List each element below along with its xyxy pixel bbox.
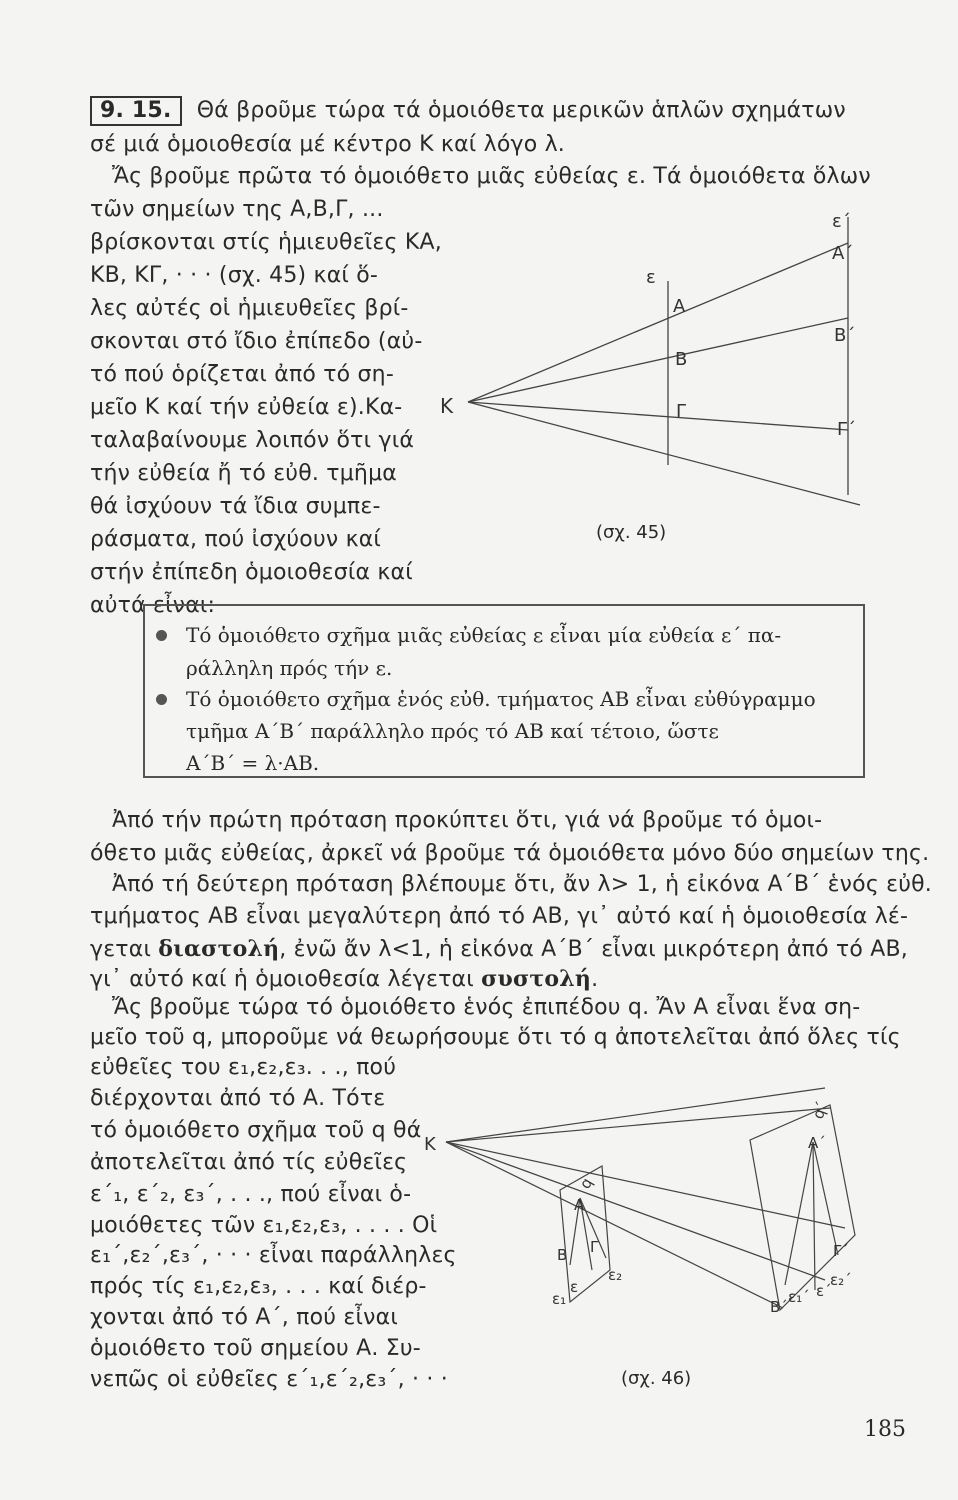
text-line: ΚΒ, ΚΓ, · · · (σχ. 45) καί ὅ- <box>90 263 379 288</box>
text-line: ε΄₁, ε΄₂, ε₃΄, . . ., πού εἶναι ὁ- <box>90 1182 412 1207</box>
page-number: 185 <box>864 1417 906 1442</box>
box-item-2-line: τμῆμα Α΄Β΄ παράλληλο πρός τό ΑΒ καί τέτοιο, ὥστε <box>186 719 719 743</box>
text-line: στήν ἐπίπεδη ὁμοιοθεσία καί <box>90 560 413 585</box>
label-G-prime: Γ΄ <box>833 1242 849 1260</box>
box-item-2-line: Τό ὁμοιόθετο σχῆμα ἑνός εὐθ. τμήματος ΑΒ εἶναι εὐθύγραμμο <box>186 687 816 711</box>
label-B-prime: Β΄ <box>770 1298 788 1316</box>
ray-to-A-prime <box>446 1088 825 1142</box>
label-B-prime: Β΄ <box>834 325 856 346</box>
text-line: σκονται στό ἴδιο ἐπίπεδο (αὐ- <box>90 329 423 354</box>
figure-46-caption: (σχ. 46) <box>621 1368 692 1389</box>
figure-45 <box>440 195 870 525</box>
text-line: ε₁΄,ε₂΄,ε₃΄, · · · εἶναι παράλληλες <box>90 1243 457 1268</box>
text-line: νεπῶς οἱ εὐθεῖες ε΄₁,ε΄₂,ε₃΄, · · · <box>90 1367 448 1392</box>
text-run: γι᾽ αὐτό καί ἡ ὁμοιοθεσία λέγεται <box>90 967 482 992</box>
ray-KA-prime <box>468 243 848 402</box>
text-line: μεῖο τοῦ q, μποροῦμε νά θεωρήσουμε ὅτι τό q ἀποτελεῖται ἀπό ὅλες τίς <box>90 1025 901 1050</box>
text-line: ἀποτελεῖται ἀπό τίς εὐθεῖες <box>90 1150 408 1175</box>
box-item-1-line: ράλληλη πρός τήν ε. <box>186 656 393 680</box>
text-line-with-bold <box>90 934 908 965</box>
text-line: Ἀπό τήν πρώτη πρόταση προκύπτει ὅτι, γιά νά βροῦμε τό ὁμοι- <box>112 808 823 833</box>
text-line-with-bold <box>90 964 598 995</box>
ray-KG-prime <box>468 402 848 430</box>
term-diastoli: διαστολή <box>158 936 280 962</box>
label-G-prime: Γ΄ <box>837 419 857 440</box>
text-line: μεῖο Κ καί τήν εὐθεία ε).Κα- <box>90 395 403 420</box>
text-line: Ἀπό τή δεύτερη πρόταση βλέπουμε ὅτι, ἄν λ> 1, ἡ εἰκόνα Α΄Β΄ ἑνός εὐθ. <box>112 872 933 897</box>
text-line: ράσματα, πού ἰσχύουν καί <box>90 527 382 552</box>
text-line: μοιόθετες τῶν ε₁,ε₂,ε₃, . . . . Οἱ <box>90 1213 438 1238</box>
text-line: θά ἰσχύουν τά ἴδια συμπε- <box>90 494 381 519</box>
text-line: ταλαβαίνουμε λοιπόν ὅτι γιά <box>90 428 415 453</box>
label-q-prime: q΄ <box>808 1099 832 1122</box>
label-B: Β <box>675 349 688 370</box>
ray-KB-prime <box>468 318 848 402</box>
text-run: , ἐνῶ ἄν λ<1, ἡ εἰκόνα Α΄Β΄ εἶναι μικρότερη ἀπό τό ΑΒ, <box>279 937 908 962</box>
label-e1-prime: ε₁΄ <box>788 1288 810 1306</box>
text-line: ὁμοιόθετο τοῦ σημείου Α. Συ- <box>90 1336 421 1361</box>
section-number: 9. 15. <box>90 96 182 126</box>
text-line: τό ὁμοιόθετο σχῆμα τοῦ q θά <box>90 1118 422 1143</box>
ray-lower <box>468 402 860 505</box>
text-line: σέ μιά ὁμοιοθεσία μέ κέντρο Κ καί λόγο λ. <box>90 132 566 157</box>
text-line: Ἄς βροῦμε πρῶτα τό ὁμοιόθετο μιᾶς εὐθείας ε. Τά ὁμοιόθετα ὅλων <box>112 164 871 189</box>
text-line: λες αὐτές οἱ ἡμιευθεῖες βρί- <box>90 296 409 321</box>
label-B: Β <box>557 1246 568 1264</box>
text-line: εὐθεῖες του ε₁,ε₂,ε₃. . ., πού <box>90 1055 397 1080</box>
label-e-prime: ε΄ <box>816 1282 832 1300</box>
text-line: Θά βροῦμε τώρα τά ὁμοιόθετα μερικῶν ἁπλῶν σχημάτων <box>196 98 846 123</box>
box-item-2-line: Α΄Β΄ = λ·ΑΒ. <box>186 751 320 775</box>
ray-mid-upper <box>446 1108 830 1142</box>
section-heading-line <box>90 96 846 126</box>
text-line: αὐτά εἶναι: <box>90 593 216 618</box>
text-line: τήν εὐθεία ἤ τό εὐθ. τμῆμα <box>90 461 397 486</box>
label-K: Κ <box>440 394 454 418</box>
text-line: πρός τίς ε₁,ε₂,ε₃, . . . καί διέρ- <box>90 1274 427 1299</box>
text-line: τῶν σημείων της Α,Β,Γ, ... <box>90 197 384 222</box>
text-run: γεται <box>90 937 159 962</box>
text-line: βρίσκονται στίς ἡμιευθεῖες ΚΑ, <box>90 230 442 255</box>
label-K: Κ <box>424 1134 436 1155</box>
text-run: . <box>591 967 599 992</box>
line-e-prime <box>785 1142 813 1285</box>
label-G: Γ <box>676 401 687 422</box>
line-e2-prime <box>813 1142 838 1255</box>
label-e: ε <box>646 267 656 288</box>
label-e2: ε₂ <box>608 1266 623 1284</box>
text-line: διέρχονται ἀπό τό Α. Τότε <box>90 1086 386 1111</box>
text-line: χονται ἀπό τό Α΄, πού εἶναι <box>90 1305 398 1330</box>
label-e2-prime: ε₂΄ <box>830 1271 852 1289</box>
text-line: όθετο μιᾶς εὐθείας, ἀρκεῖ νά βροῦμε τά ὁμοιόθετα μόνο δύο σημείων της. <box>90 841 930 866</box>
bullet-icon <box>156 630 167 641</box>
bullet-icon <box>156 694 167 705</box>
text-line: τμήματος ΑΒ εἶναι μεγαλύτερη ἀπό τό ΑΒ, γι᾽ αὐτό καί ἡ ὁμοιοθεσία λέ- <box>90 904 909 929</box>
label-A-prime: Α΄ <box>832 243 854 264</box>
label-A-prime: Α΄ <box>808 1134 826 1152</box>
label-G: Γ <box>590 1238 599 1256</box>
box-item-1-line: Τό ὁμοιόθετο σχῆμα μιᾶς εὐθείας ε εἶναι μία εὐθεία ε΄ πα- <box>186 623 782 647</box>
label-e: ε <box>570 1278 579 1296</box>
label-q: q <box>575 1174 597 1192</box>
text-line: τό πού ὁρίζεται ἀπό τό ση- <box>90 362 394 387</box>
figure-46 <box>420 1080 880 1350</box>
term-systoli: συστολή <box>481 966 592 992</box>
figure-45-caption: (σχ. 45) <box>596 522 667 543</box>
label-A: Α <box>673 296 686 317</box>
line-e1-prime <box>813 1142 815 1290</box>
label-e-prime: ε΄ <box>832 211 851 232</box>
text-line: Ἄς βροῦμε τώρα τό ὁμοιόθετο ἑνός ἐπιπέδου q. Ἄν Α εἶναι ἕνα ση- <box>112 995 861 1020</box>
label-e1: ε₁ <box>552 1290 567 1308</box>
label-A: Α <box>574 1196 585 1214</box>
